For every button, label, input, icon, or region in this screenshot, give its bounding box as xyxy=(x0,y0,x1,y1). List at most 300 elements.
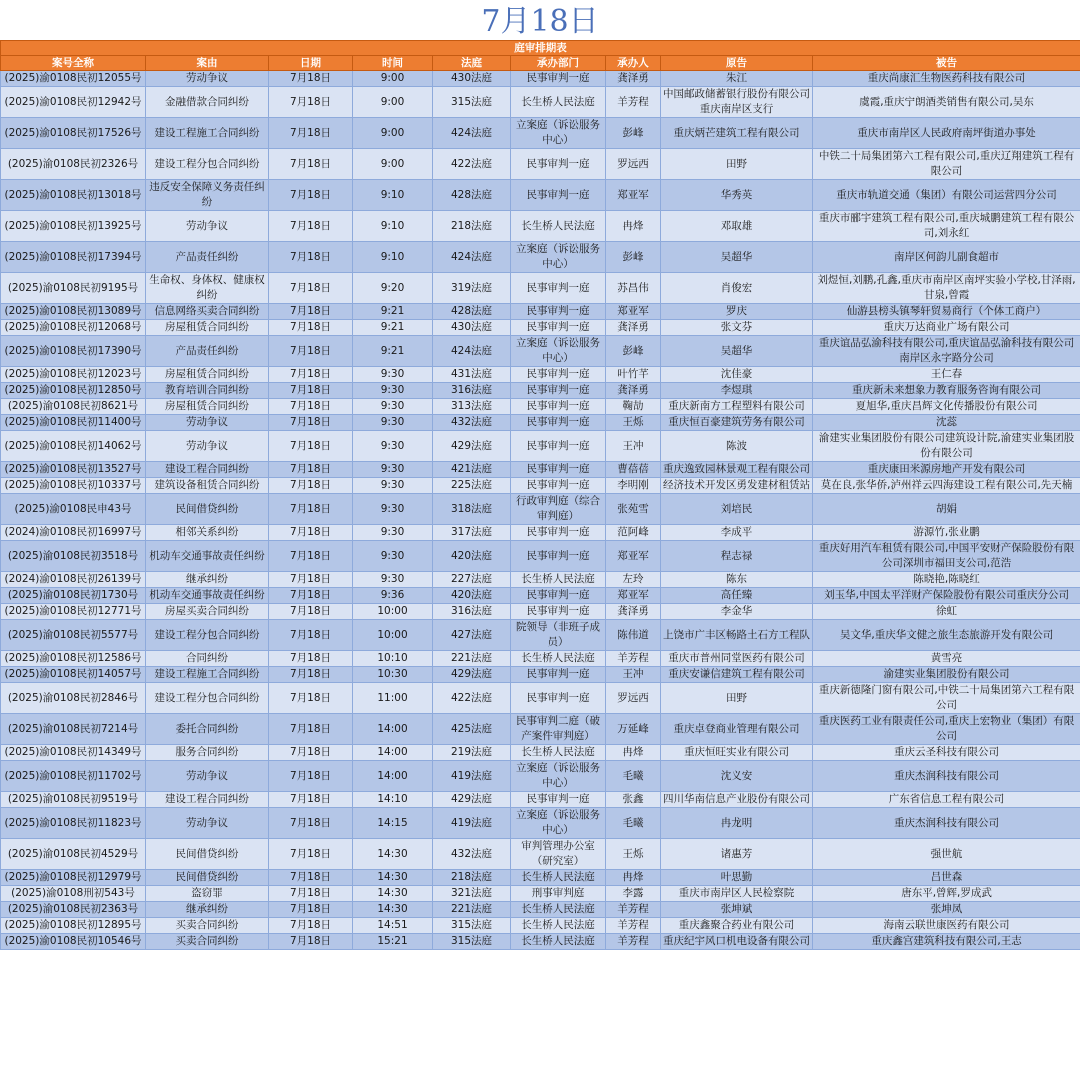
column-header-case-cause: 案由 xyxy=(146,56,269,71)
cell-judge: 罗远西 xyxy=(606,149,661,180)
table-row xyxy=(1,870,1080,886)
cell-date: 7月18日 xyxy=(269,304,353,320)
cell-department: 民事审判一庭 xyxy=(511,478,606,494)
cell-case-cause: 建设工程合同纠纷 xyxy=(146,462,269,478)
cell-case-cause: 机动车交通事故责任纠纷 xyxy=(146,541,269,572)
cell-judge: 郑亚军 xyxy=(606,180,661,211)
cell-judge: 彭峰 xyxy=(606,242,661,273)
cell-department: 民事审判一庭 xyxy=(511,667,606,683)
cell-case-number: (2025)渝0108民初2326号 xyxy=(1,149,146,180)
table-caption: 庭审排期表 xyxy=(1,41,1080,56)
cell-defendant: 广东省信息工程有限公司 xyxy=(813,792,1080,808)
table-row xyxy=(1,683,1080,714)
cell-case-cause: 房屋租赁合同纠纷 xyxy=(146,399,269,415)
cell-department: 长生桥人民法庭 xyxy=(511,651,606,667)
cell-time: 9:20 xyxy=(353,273,433,304)
cell-case-number: (2025)渝0108民初3518号 xyxy=(1,541,146,572)
cell-date: 7月18日 xyxy=(269,399,353,415)
cell-defendant: 海南云联世康医药有限公司 xyxy=(813,918,1080,934)
cell-judge: 郑亚军 xyxy=(606,541,661,572)
cell-date: 7月18日 xyxy=(269,242,353,273)
cell-time: 10:00 xyxy=(353,620,433,651)
cell-judge: 郑亚军 xyxy=(606,588,661,604)
cell-plaintiff: 高任臻 xyxy=(661,588,813,604)
cell-date: 7月18日 xyxy=(269,494,353,525)
cell-defendant: 沈蕊 xyxy=(813,415,1080,431)
cell-judge: 张苑雪 xyxy=(606,494,661,525)
cell-department: 民事审判一庭 xyxy=(511,604,606,620)
table-row xyxy=(1,273,1080,304)
cell-department: 民事审判一庭 xyxy=(511,273,606,304)
cell-courtroom: 421法庭 xyxy=(433,462,511,478)
cell-case-number: (2025)渝0108民初12055号 xyxy=(1,71,146,87)
cell-date: 7月18日 xyxy=(269,478,353,494)
cell-courtroom: 422法庭 xyxy=(433,149,511,180)
cell-judge: 王烁 xyxy=(606,839,661,870)
cell-case-cause: 民间借贷纠纷 xyxy=(146,494,269,525)
cell-courtroom: 430法庭 xyxy=(433,71,511,87)
cell-defendant: 重庆医药工业有限责任公司,重庆上宏物业（集团）有限公司 xyxy=(813,714,1080,745)
table-row xyxy=(1,918,1080,934)
cell-courtroom: 428法庭 xyxy=(433,304,511,320)
cell-case-number: (2025)渝0108民申43号 xyxy=(1,494,146,525)
cell-case-number: (2025)渝0108民初4529号 xyxy=(1,839,146,870)
cell-department: 民事审判一庭 xyxy=(511,180,606,211)
cell-plaintiff: 重庆逸致园林景观工程有限公司 xyxy=(661,462,813,478)
cell-judge: 叶竹芊 xyxy=(606,367,661,383)
cell-judge: 毛曦 xyxy=(606,808,661,839)
cell-time: 10:10 xyxy=(353,651,433,667)
cell-case-number: (2025)渝0108民初8621号 xyxy=(1,399,146,415)
cell-courtroom: 429法庭 xyxy=(433,792,511,808)
cell-case-number: (2025)渝0108民初13527号 xyxy=(1,462,146,478)
cell-plaintiff: 重庆纪宇风口机电设备有限公司 xyxy=(661,934,813,950)
cell-time: 9:10 xyxy=(353,242,433,273)
cell-date: 7月18日 xyxy=(269,383,353,399)
cell-judge: 羊芳程 xyxy=(606,651,661,667)
cell-case-cause: 金融借款合同纠纷 xyxy=(146,87,269,118)
cell-case-number: (2024)渝0108民初26139号 xyxy=(1,572,146,588)
cell-plaintiff: 田野 xyxy=(661,683,813,714)
cell-case-cause: 建设工程分包合同纠纷 xyxy=(146,620,269,651)
cell-case-cause: 机动车交通事故责任纠纷 xyxy=(146,588,269,604)
cell-time: 9:30 xyxy=(353,367,433,383)
table-row xyxy=(1,494,1080,525)
cell-date: 7月18日 xyxy=(269,714,353,745)
cell-date: 7月18日 xyxy=(269,87,353,118)
cell-courtroom: 424法庭 xyxy=(433,336,511,367)
table-row xyxy=(1,792,1080,808)
cell-department: 民事审判一庭 xyxy=(511,462,606,478)
cell-courtroom: 218法庭 xyxy=(433,870,511,886)
cell-courtroom: 420法庭 xyxy=(433,541,511,572)
cell-case-number: (2025)渝0108民初7214号 xyxy=(1,714,146,745)
cell-courtroom: 427法庭 xyxy=(433,620,511,651)
cell-courtroom: 419法庭 xyxy=(433,761,511,792)
cell-plaintiff: 上饶市广丰区畅路土石方工程队 xyxy=(661,620,813,651)
table-row xyxy=(1,242,1080,273)
cell-department: 长生桥人民法庭 xyxy=(511,902,606,918)
cell-case-number: (2025)渝0108民初2363号 xyxy=(1,902,146,918)
cell-time: 9:00 xyxy=(353,149,433,180)
cell-courtroom: 429法庭 xyxy=(433,667,511,683)
table-row xyxy=(1,87,1080,118)
cell-case-cause: 继承纠纷 xyxy=(146,902,269,918)
cell-time: 14:15 xyxy=(353,808,433,839)
cell-courtroom: 315法庭 xyxy=(433,934,511,950)
cell-case-number: (2025)渝0108民初17390号 xyxy=(1,336,146,367)
cell-courtroom: 315法庭 xyxy=(433,918,511,934)
cell-time: 10:30 xyxy=(353,667,433,683)
cell-case-cause: 建设工程合同纠纷 xyxy=(146,792,269,808)
cell-courtroom: 321法庭 xyxy=(433,886,511,902)
cell-time: 9:30 xyxy=(353,431,433,462)
cell-department: 长生桥人民法庭 xyxy=(511,572,606,588)
cell-time: 9:10 xyxy=(353,211,433,242)
cell-case-cause: 建设工程分包合同纠纷 xyxy=(146,149,269,180)
cell-date: 7月18日 xyxy=(269,541,353,572)
cell-defendant: 唐东平,曾辉,罗成武 xyxy=(813,886,1080,902)
cell-date: 7月18日 xyxy=(269,620,353,651)
table-row xyxy=(1,588,1080,604)
cell-plaintiff: 陈东 xyxy=(661,572,813,588)
cell-date: 7月18日 xyxy=(269,745,353,761)
cell-plaintiff: 肖俊宏 xyxy=(661,273,813,304)
cell-time: 14:00 xyxy=(353,714,433,745)
cell-case-cause: 买卖合同纠纷 xyxy=(146,918,269,934)
table-row xyxy=(1,886,1080,902)
cell-judge: 李露 xyxy=(606,886,661,902)
cell-time: 9:30 xyxy=(353,383,433,399)
table-row xyxy=(1,572,1080,588)
cell-plaintiff: 刘培民 xyxy=(661,494,813,525)
cell-case-number: (2025)渝0108民初11400号 xyxy=(1,415,146,431)
cell-defendant: 中铁二十局集团第六工程有限公司,重庆辽翔建筑工程有限公司 xyxy=(813,149,1080,180)
cell-case-cause: 生命权、身体权、健康权纠纷 xyxy=(146,273,269,304)
cell-judge: 鞠劼 xyxy=(606,399,661,415)
cell-defendant: 渝建实业集团股份有限公司建筑设计院,渝建实业集团股份有限公司 xyxy=(813,431,1080,462)
cell-case-number: (2025)渝0108刑初543号 xyxy=(1,886,146,902)
cell-plaintiff: 陈波 xyxy=(661,431,813,462)
cell-plaintiff: 重庆炳芒建筑工程有限公司 xyxy=(661,118,813,149)
cell-courtroom: 430法庭 xyxy=(433,320,511,336)
cell-time: 14:30 xyxy=(353,839,433,870)
cell-time: 11:00 xyxy=(353,683,433,714)
cell-courtroom: 315法庭 xyxy=(433,87,511,118)
cell-case-number: (2025)渝0108民初13089号 xyxy=(1,304,146,320)
cell-judge: 陈伟道 xyxy=(606,620,661,651)
cell-case-number: (2025)渝0108民初10337号 xyxy=(1,478,146,494)
cell-judge: 范阿峰 xyxy=(606,525,661,541)
cell-courtroom: 419法庭 xyxy=(433,808,511,839)
cell-defendant: 重庆杰润科技有限公司 xyxy=(813,761,1080,792)
cell-judge: 彭峰 xyxy=(606,336,661,367)
cell-department: 立案庭（诉讼服务中心） xyxy=(511,808,606,839)
cell-case-cause: 买卖合同纠纷 xyxy=(146,934,269,950)
cell-courtroom: 422法庭 xyxy=(433,683,511,714)
cell-case-number: (2025)渝0108民初17394号 xyxy=(1,242,146,273)
cell-time: 9:30 xyxy=(353,572,433,588)
table-row xyxy=(1,367,1080,383)
cell-department: 民事审判一庭 xyxy=(511,525,606,541)
cell-plaintiff: 吴超华 xyxy=(661,242,813,273)
cell-judge: 龚泽勇 xyxy=(606,604,661,620)
page-title: 7月18日 xyxy=(481,4,599,39)
cell-department: 民事审判一庭 xyxy=(511,304,606,320)
cell-defendant: 游源竹,张业鹏 xyxy=(813,525,1080,541)
cell-case-cause: 房屋买卖合同纠纷 xyxy=(146,604,269,620)
table-row xyxy=(1,211,1080,242)
cell-department: 民事审判一庭 xyxy=(511,588,606,604)
cell-case-cause: 信息网络买卖合同纠纷 xyxy=(146,304,269,320)
table-row xyxy=(1,808,1080,839)
cell-date: 7月18日 xyxy=(269,415,353,431)
cell-date: 7月18日 xyxy=(269,180,353,211)
cell-date: 7月18日 xyxy=(269,462,353,478)
cell-department: 立案庭（诉讼服务中心） xyxy=(511,336,606,367)
cell-department: 民事审判一庭 xyxy=(511,71,606,87)
cell-date: 7月18日 xyxy=(269,149,353,180)
table-row xyxy=(1,902,1080,918)
cell-date: 7月18日 xyxy=(269,604,353,620)
cell-case-number: (2025)渝0108民初12895号 xyxy=(1,918,146,934)
cell-defendant: 渝建实业集团股份有限公司 xyxy=(813,667,1080,683)
table-row xyxy=(1,620,1080,651)
cell-plaintiff: 叶思勤 xyxy=(661,870,813,886)
column-header-case-number: 案号全称 xyxy=(1,56,146,71)
table-row xyxy=(1,431,1080,462)
cell-courtroom: 227法庭 xyxy=(433,572,511,588)
cell-courtroom: 431法庭 xyxy=(433,367,511,383)
cell-judge: 曹蓓蓓 xyxy=(606,462,661,478)
cell-judge: 龚泽勇 xyxy=(606,320,661,336)
cell-courtroom: 432法庭 xyxy=(433,415,511,431)
cell-judge: 羊芳程 xyxy=(606,87,661,118)
column-header-department: 承办部门 xyxy=(511,56,606,71)
cell-case-cause: 盗窃罪 xyxy=(146,886,269,902)
cell-case-cause: 委托合同纠纷 xyxy=(146,714,269,745)
cell-department: 长生桥人民法庭 xyxy=(511,211,606,242)
cell-courtroom: 425法庭 xyxy=(433,714,511,745)
table-row xyxy=(1,667,1080,683)
table-row xyxy=(1,761,1080,792)
cell-case-cause: 劳动争议 xyxy=(146,415,269,431)
cell-time: 9:30 xyxy=(353,415,433,431)
cell-case-number: (2025)渝0108民初12023号 xyxy=(1,367,146,383)
table-row xyxy=(1,415,1080,431)
cell-time: 9:30 xyxy=(353,541,433,572)
cell-plaintiff: 重庆鑫聚合药业有限公司 xyxy=(661,918,813,934)
cell-case-number: (2025)渝0108民初2846号 xyxy=(1,683,146,714)
cell-department: 立案庭（诉讼服务中心） xyxy=(511,761,606,792)
cell-date: 7月18日 xyxy=(269,118,353,149)
table-row xyxy=(1,604,1080,620)
cell-date: 7月18日 xyxy=(269,651,353,667)
cell-judge: 罗远西 xyxy=(606,683,661,714)
cell-time: 14:30 xyxy=(353,870,433,886)
cell-judge: 龚泽勇 xyxy=(606,383,661,399)
cell-department: 民事审判一庭 xyxy=(511,367,606,383)
cell-time: 9:30 xyxy=(353,462,433,478)
cell-date: 7月18日 xyxy=(269,367,353,383)
cell-defendant: 重庆康田米源房地产开发有限公司 xyxy=(813,462,1080,478)
cell-case-cause: 合同纠纷 xyxy=(146,651,269,667)
table-row xyxy=(1,839,1080,870)
cell-department: 民事审判一庭 xyxy=(511,383,606,399)
cell-judge: 苏昌伟 xyxy=(606,273,661,304)
cell-plaintiff: 重庆市普州同堂医药有限公司 xyxy=(661,651,813,667)
cell-judge: 万延峰 xyxy=(606,714,661,745)
cell-courtroom: 318法庭 xyxy=(433,494,511,525)
cell-courtroom: 221法庭 xyxy=(433,902,511,918)
cell-time: 9:21 xyxy=(353,304,433,320)
cell-date: 7月18日 xyxy=(269,525,353,541)
cell-time: 9:36 xyxy=(353,588,433,604)
cell-date: 7月18日 xyxy=(269,211,353,242)
cell-plaintiff: 田野 xyxy=(661,149,813,180)
cell-defendant: 黄雪亮 xyxy=(813,651,1080,667)
cell-department: 民事审判一庭 xyxy=(511,399,606,415)
cell-case-cause: 民间借贷纠纷 xyxy=(146,839,269,870)
cell-defendant: 虞霞,重庆宁朗酒类销售有限公司,吴东 xyxy=(813,87,1080,118)
table-row xyxy=(1,320,1080,336)
cell-defendant: 重庆杰润科技有限公司 xyxy=(813,808,1080,839)
cell-department: 立案庭（诉讼服务中心） xyxy=(511,242,606,273)
cell-department: 立案庭（诉讼服务中心） xyxy=(511,118,606,149)
cell-time: 14:00 xyxy=(353,761,433,792)
cell-plaintiff: 罗庆 xyxy=(661,304,813,320)
cell-case-cause: 劳动争议 xyxy=(146,431,269,462)
cell-date: 7月18日 xyxy=(269,934,353,950)
cell-case-cause: 建设工程施工合同纠纷 xyxy=(146,118,269,149)
cell-plaintiff: 程志禄 xyxy=(661,541,813,572)
cell-date: 7月18日 xyxy=(269,839,353,870)
cell-defendant: 徐虹 xyxy=(813,604,1080,620)
cell-time: 9:30 xyxy=(353,494,433,525)
cell-defendant: 重庆万达商业广场有限公司 xyxy=(813,320,1080,336)
cell-plaintiff: 李金华 xyxy=(661,604,813,620)
cell-plaintiff: 诸惠芳 xyxy=(661,839,813,870)
cell-department: 民事审判一庭 xyxy=(511,683,606,714)
column-header-date: 日期 xyxy=(269,56,353,71)
cell-judge: 冉烽 xyxy=(606,211,661,242)
cell-judge: 郑亚军 xyxy=(606,304,661,320)
cell-case-cause: 劳动争议 xyxy=(146,71,269,87)
cell-plaintiff: 张文芬 xyxy=(661,320,813,336)
cell-case-cause: 劳动争议 xyxy=(146,211,269,242)
table-row xyxy=(1,934,1080,950)
cell-defendant: 吕世森 xyxy=(813,870,1080,886)
cell-case-number: (2025)渝0108民初14349号 xyxy=(1,745,146,761)
cell-plaintiff: 重庆新南方工程塑料有限公司 xyxy=(661,399,813,415)
cell-case-cause: 教育培训合同纠纷 xyxy=(146,383,269,399)
cell-defendant: 夏旭华,重庆昌辉文化传播股份有限公司 xyxy=(813,399,1080,415)
cell-case-number: (2025)渝0108民初11702号 xyxy=(1,761,146,792)
cell-department: 民事审判二庭（破产案件审判庭） xyxy=(511,714,606,745)
column-header-time: 时间 xyxy=(353,56,433,71)
cell-plaintiff: 重庆安谦信建筑工程有限公司 xyxy=(661,667,813,683)
column-header-row xyxy=(1,56,1080,71)
cell-courtroom: 218法庭 xyxy=(433,211,511,242)
cell-case-number: (2025)渝0108民初1730号 xyxy=(1,588,146,604)
cell-case-number: (2025)渝0108民初14062号 xyxy=(1,431,146,462)
cell-case-cause: 建设工程分包合同纠纷 xyxy=(146,683,269,714)
cell-plaintiff: 沈义安 xyxy=(661,761,813,792)
cell-date: 7月18日 xyxy=(269,336,353,367)
cell-department: 民事审判一庭 xyxy=(511,149,606,180)
hearing-schedule-table xyxy=(0,40,1080,950)
cell-case-number: (2025)渝0108民初12850号 xyxy=(1,383,146,399)
cell-judge: 张鑫 xyxy=(606,792,661,808)
cell-case-number: (2025)渝0108民初5577号 xyxy=(1,620,146,651)
cell-courtroom: 313法庭 xyxy=(433,399,511,415)
cell-department: 民事审判一庭 xyxy=(511,415,606,431)
cell-judge: 王冲 xyxy=(606,667,661,683)
cell-plaintiff: 张坤斌 xyxy=(661,902,813,918)
cell-case-cause: 建筑设备租赁合同纠纷 xyxy=(146,478,269,494)
cell-plaintiff: 重庆卓登商业管理有限公司 xyxy=(661,714,813,745)
cell-time: 9:00 xyxy=(353,118,433,149)
cell-plaintiff: 沈佳豪 xyxy=(661,367,813,383)
table-row xyxy=(1,304,1080,320)
cell-department: 民事审判一庭 xyxy=(511,431,606,462)
cell-time: 9:21 xyxy=(353,320,433,336)
cell-judge: 李明刚 xyxy=(606,478,661,494)
cell-time: 9:30 xyxy=(353,399,433,415)
cell-time: 10:00 xyxy=(353,604,433,620)
cell-defendant: 重庆云圣科技有限公司 xyxy=(813,745,1080,761)
cell-defendant: 重庆好用汽车租赁有限公司,中国平安财产保险股份有限公司深圳市福田支公司,范浩 xyxy=(813,541,1080,572)
cell-department: 审判管理办公室（研究室） xyxy=(511,839,606,870)
cell-date: 7月18日 xyxy=(269,886,353,902)
cell-case-cause: 劳动争议 xyxy=(146,761,269,792)
cell-plaintiff: 冉龙明 xyxy=(661,808,813,839)
table-body xyxy=(1,71,1080,950)
cell-time: 14:30 xyxy=(353,886,433,902)
cell-department: 长生桥人民法庭 xyxy=(511,870,606,886)
cell-time: 9:30 xyxy=(353,478,433,494)
cell-department: 民事审判一庭 xyxy=(511,320,606,336)
cell-date: 7月18日 xyxy=(269,588,353,604)
cell-date: 7月18日 xyxy=(269,320,353,336)
cell-courtroom: 221法庭 xyxy=(433,651,511,667)
cell-defendant: 张坤凤 xyxy=(813,902,1080,918)
cell-department: 民事审判一庭 xyxy=(511,541,606,572)
table-row xyxy=(1,525,1080,541)
cell-date: 7月18日 xyxy=(269,572,353,588)
cell-date: 7月18日 xyxy=(269,683,353,714)
cell-department: 行政审判庭（综合审判庭） xyxy=(511,494,606,525)
table-row xyxy=(1,651,1080,667)
cell-defendant: 刘煜恒,刘鹏,孔鑫,重庆市南岸区南坪实验小学校,甘泽雨,甘泉,曾霞 xyxy=(813,273,1080,304)
cell-defendant: 王仁春 xyxy=(813,367,1080,383)
cell-defendant: 吴文华,重庆华文健之旅生态旅游开发有限公司 xyxy=(813,620,1080,651)
cell-courtroom: 428法庭 xyxy=(433,180,511,211)
cell-defendant: 重庆新未来想象力教育服务咨询有限公司 xyxy=(813,383,1080,399)
cell-judge: 羊芳程 xyxy=(606,902,661,918)
cell-case-cause: 房屋租赁合同纠纷 xyxy=(146,320,269,336)
cell-time: 15:21 xyxy=(353,934,433,950)
cell-case-cause: 产品责任纠纷 xyxy=(146,336,269,367)
column-header-judge: 承办人 xyxy=(606,56,661,71)
cell-defendant: 南岸区何韵儿副食超市 xyxy=(813,242,1080,273)
cell-defendant: 重庆新德隆门窗有限公司,中铁二十局集团第六工程有限公司 xyxy=(813,683,1080,714)
table-row xyxy=(1,118,1080,149)
cell-date: 7月18日 xyxy=(269,761,353,792)
cell-plaintiff: 李煜琪 xyxy=(661,383,813,399)
cell-case-cause: 劳动争议 xyxy=(146,808,269,839)
cell-time: 14:51 xyxy=(353,918,433,934)
